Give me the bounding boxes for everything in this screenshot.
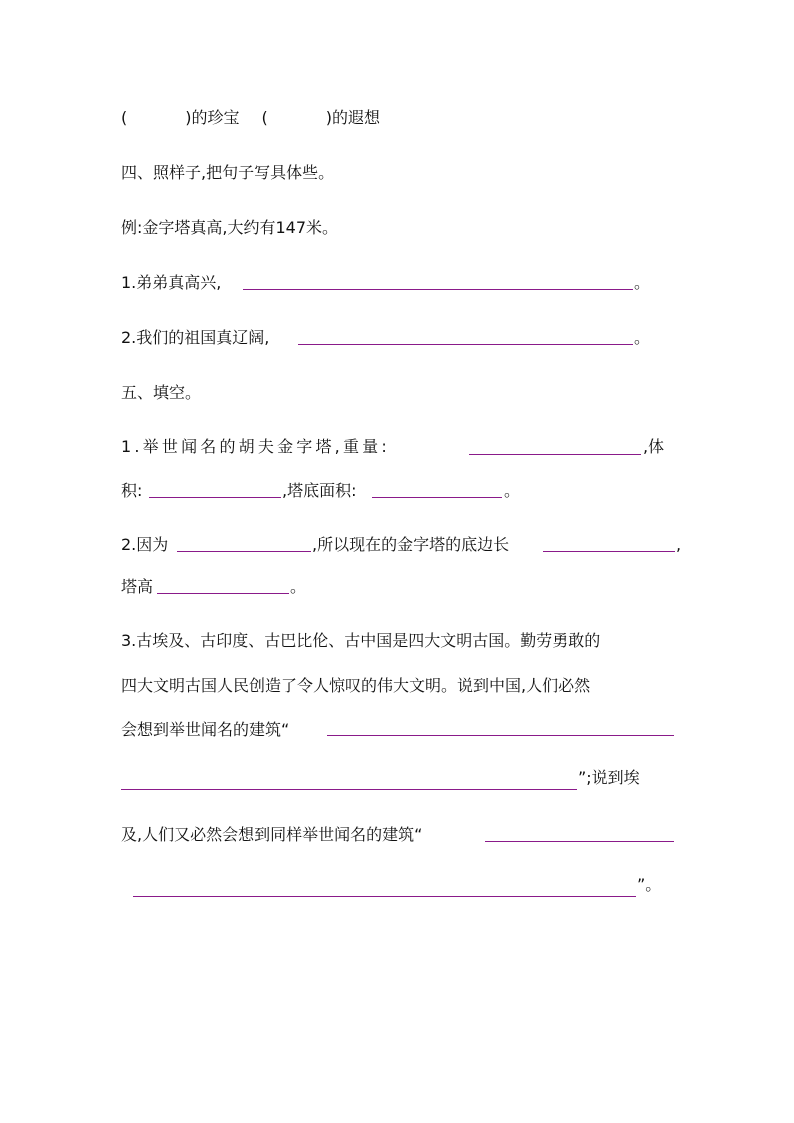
s5-q1-volume-label: 积:: [121, 481, 143, 500]
phrase-treasure: )的珍宝: [185, 108, 240, 127]
section4-q1: [121, 273, 221, 293]
s5-q2-line2-end: 。: [290, 577, 307, 596]
base-area-answer-line[interactable]: [372, 497, 502, 498]
paren-open-a: (: [121, 108, 128, 127]
s5-q1-line2-end: 。: [504, 481, 521, 500]
paren-open-b: (: [261, 108, 268, 127]
q1-end: 。: [634, 273, 651, 292]
q1-answer-line[interactable]: [243, 289, 633, 290]
height-answer-line[interactable]: [157, 593, 289, 594]
q1-text: 1.弟弟真高兴,: [121, 273, 222, 292]
q2-end: 。: [634, 328, 651, 347]
q2-text: 2.我们的祖国真辽阔,: [121, 328, 270, 347]
egypt-building-answer-line-1[interactable]: [485, 841, 674, 842]
china-building-answer-line-1[interactable]: [327, 735, 674, 736]
weight-answer-line[interactable]: [469, 454, 641, 455]
section4-heading: 四、照样子,把句子写具体些。: [121, 163, 335, 182]
s5-q3-line6-end: ”。: [637, 875, 662, 894]
s5-q1-line1-end: ,体: [643, 437, 665, 456]
phrase-reverie: )的遐想: [325, 108, 380, 127]
s5-q3-line2: 四大文明古国人民创造了令人惊叹的伟大文明。说到中国,人们必然: [121, 676, 591, 695]
s5-q3-line1: 3.古埃及、古印度、古巴比伦、古中国是四大文明古国。勤劳勇敢的: [121, 631, 601, 650]
s5-q2-because: 2.因为: [121, 535, 169, 554]
q2-answer-line[interactable]: [298, 344, 633, 345]
section5-heading: 五、填空。: [121, 383, 202, 402]
section4-example: 例:金字塔真高,大约有147米。: [121, 218, 339, 237]
s5-q3-line5: 及,人们又必然会想到同样举世闻名的建筑“: [121, 825, 423, 844]
china-building-answer-line-2[interactable]: [121, 789, 577, 790]
because-answer-line[interactable]: [177, 551, 311, 552]
s5-q3-line4-end: ”;说到埃: [578, 768, 640, 787]
egypt-building-answer-line-2[interactable]: [133, 896, 636, 897]
volume-answer-line[interactable]: [149, 497, 281, 498]
s5-q1-line1: 1.举世闻名的胡夫金字塔,重量:: [121, 437, 390, 456]
s5-q2-side-length: ,所以现在的金字塔的底边长: [312, 535, 510, 554]
section4-q2: [121, 328, 269, 348]
side-length-answer-line[interactable]: [543, 551, 675, 552]
s5-q2-line1-end: ,: [676, 535, 682, 554]
phrase-blanks-line: [121, 108, 380, 128]
s5-q2-height-label: 塔高: [121, 577, 154, 596]
s5-q1-base-area-label: ,塔底面积:: [282, 481, 357, 500]
s5-q3-line3: 会想到举世闻名的建筑“: [121, 720, 290, 739]
